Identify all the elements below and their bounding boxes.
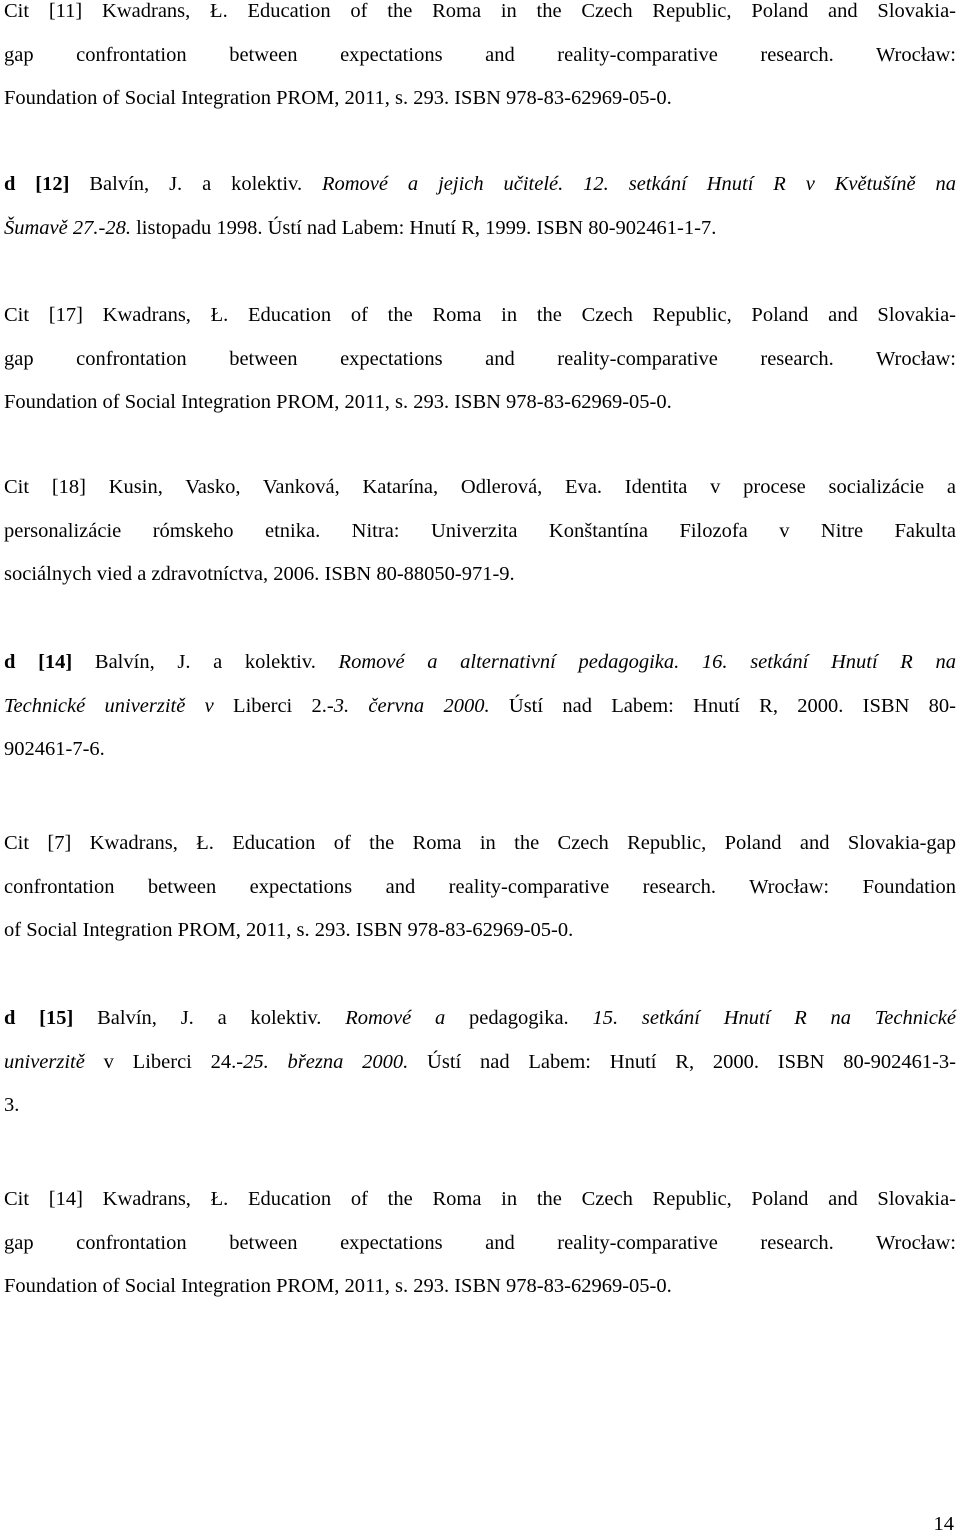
reference-text: gap confrontation between expectations and reality-comparative research. Wrocław: [4,43,956,66]
reference-text: univerzitě [4,1050,85,1073]
reference-line [4,1084,956,1128]
reference-entry [4,997,956,1128]
reference-text: Balvín, J. a kolektiv. [69,173,322,195]
reference-text: d [15] [4,1007,74,1029]
reference-line [4,1265,956,1309]
reference-entry [4,0,956,121]
reference-line [4,1178,956,1222]
reference-text: Romové a jejich učitelé. 12. setkání Hnutí R v Květušíně na [321,173,956,195]
reference-line [4,338,956,382]
reference-text: 25. března 2000. [243,1050,409,1073]
reference-line [4,1041,956,1085]
reference-line [4,77,956,121]
reference-line [4,294,956,338]
reference-text: confrontation between expectations and reality-comparative research. Wrocław: Foundation [4,875,956,898]
reference-text: Liberci 2.- [213,694,334,717]
reference-line [4,553,956,597]
reference-text: Romové a [345,1007,446,1029]
reference-line [4,685,956,729]
reference-text: personalizácie rómskeho etnika. Nitra: Univerzita Konštantína Filozofa v Nitre Fakulta [4,519,956,542]
reference-text: gap confrontation between expectations and reality-comparative research. Wrocław: [4,347,956,370]
reference-line [4,163,956,207]
reference-text: listopadu 1998. Ústí nad Labem: Hnutí R, 1999. ISBN 80-902461-1-7. [130,216,717,239]
reference-text: Foundation of Social Integration PROM, 2011, s. 293. ISBN 978-83-62969-05-0. [4,1275,672,1297]
reference-text: sociálnych vied a zdravotníctva, 2006. ISBN 80-88050-971-9. [4,563,515,585]
reference-text: 15. setkání Hnutí R na Technické [592,1007,956,1029]
reference-text: Balvín, J. a kolektiv. [72,651,339,673]
reference-line [4,34,956,78]
reference-text: Cit [17] Kwadrans, Ł. Education of the Roma in the Czech Republic, Poland and Slovakia- [4,304,956,326]
reference-text: Romové a alternativní pedagogika. 16. setkání Hnutí R na [338,651,956,673]
reference-line [4,0,956,34]
reference-text: Foundation of Social Integration PROM, 2011, s. 293. ISBN 978-83-62969-05-0. [4,87,672,109]
reference-text: 3. [4,1094,20,1116]
reference-entry [4,163,956,250]
reference-text: Cit [18] Kusin, Vasko, Vanková, Katarína, Odlerová, Eva. Identita v procese socializácie a [4,476,956,498]
reference-text: Cit [11] Kwadrans, Ł. Education of the Roma in the Czech Republic, Poland and Slovakia- [4,0,956,22]
reference-text: v Liberci 24.- [84,1050,244,1073]
reference-entry [4,1178,956,1309]
reference-line [4,641,956,685]
page-number: 14 [933,1513,954,1535]
reference-line [4,866,956,910]
reference-line [4,207,956,251]
reference-text: 902461-7-6. [4,738,105,760]
reference-line [4,510,956,554]
reference-text: of Social Integration PROM, 2011, s. 293. ISBN 978-83-62969-05-0. [4,919,574,941]
reference-text: Šumavě 27.-28. [4,216,131,239]
reference-text: Ústí nad Labem: Hnutí R, 2000. ISBN 80- [489,694,957,717]
reference-text: Technické univerzitě v [4,694,214,717]
reference-entry [4,822,956,953]
reference-text: gap confrontation between expectations and reality-comparative research. Wrocław: [4,1231,956,1254]
reference-text: 3. června 2000. [333,694,490,717]
reference-text: pedagogika. [445,1007,593,1029]
reference-text: d [14] [4,651,73,673]
reference-text: Foundation of Social Integration PROM, 2011, s. 293. ISBN 978-83-62969-05-0. [4,391,672,413]
reference-line [4,381,956,425]
reference-line [4,466,956,510]
reference-text: d [12] [4,173,70,195]
reference-entry [4,466,956,597]
reference-text: Cit [14] Kwadrans, Ł. Education of the Roma in the Czech Republic, Poland and Slovakia- [4,1188,956,1210]
reference-line [4,822,956,866]
reference-entry [4,294,956,425]
reference-line [4,728,956,772]
reference-line [4,909,956,953]
reference-line [4,1222,956,1266]
reference-line [4,997,956,1041]
reference-text: Cit [7] Kwadrans, Ł. Education of the Roma in the Czech Republic, Poland and Slovakia-gap [4,832,956,854]
reference-text: Ústí nad Labem: Hnutí R, 2000. ISBN 80-902461-3- [408,1050,956,1073]
reference-entry [4,641,956,772]
reference-text: Balvín, J. a kolektiv. [73,1007,346,1029]
